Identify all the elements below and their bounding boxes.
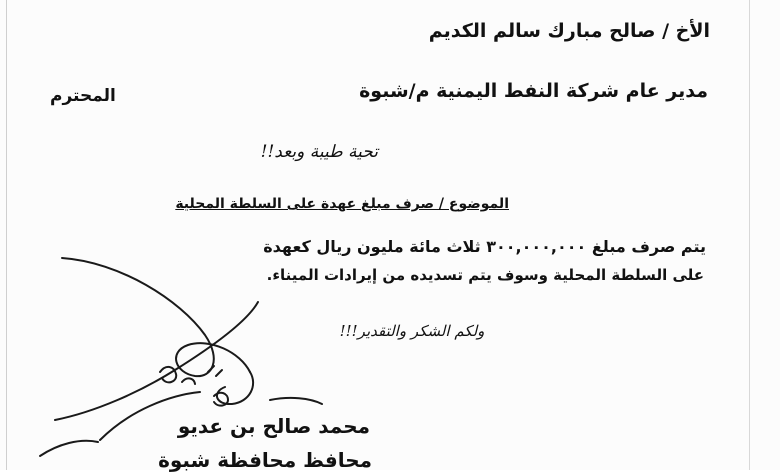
greeting: تحية طيبة وبعد!!: [260, 142, 378, 162]
body-line-1: يتم صرف مبلغ ٣٠٠,٠٠٠,٠٠٠ ثلاث مائة مليون ريال كعهدة: [263, 237, 706, 256]
subject-line: الموضوع / صرف مبلغ عهدة على السلطة المحلية: [175, 196, 509, 212]
signatory-title: محافظ محافظة شبوة: [158, 448, 372, 472]
signatory-name: محمد صالح بن عديو: [177, 414, 370, 438]
recipient-title: مدير عام شركة النفط اليمنية م/شبوة: [359, 80, 708, 102]
closing-line: ولكم الشكر والتقدير!!!: [339, 322, 485, 340]
recipient-line: الأخ / صالح مبارك سالم الكديم: [428, 20, 710, 42]
honorific: المحترم: [50, 86, 116, 106]
body-line-2: على السلطة المحلية وسوف يتم تسديده من إيرادات الميناء.: [266, 266, 704, 284]
